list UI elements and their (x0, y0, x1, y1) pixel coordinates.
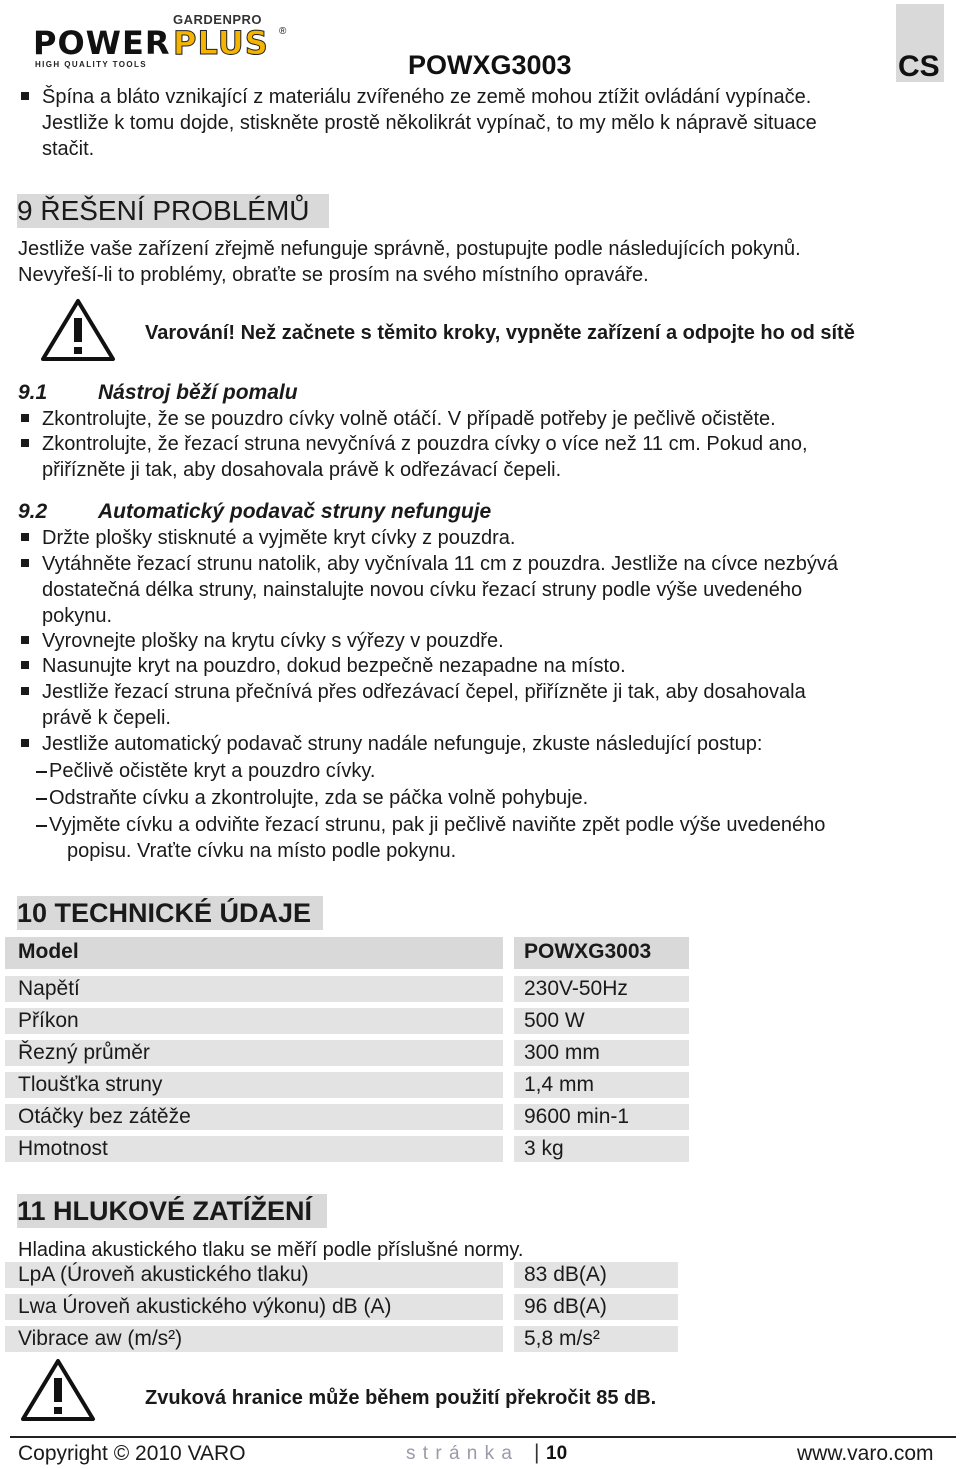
subsection-9-2-bullet-5-line-1: Jestliže řezací struna přečnívá přes odřezávací čepel, přiřízněte ji tak, aby dosahovala (42, 681, 806, 703)
footer-rule (10, 1436, 956, 1438)
tech-row-3-label: Řezný průměr (18, 1041, 150, 1064)
language-badge (896, 4, 944, 82)
tech-row-4-value: 1,4 mm (524, 1073, 595, 1096)
subsection-9-1-bullet-2-line-2: přiřízněte ji tak, aby dosahovala právě k odřezávací čepeli. (42, 459, 562, 481)
tech-row-2-label-bg (5, 1008, 503, 1034)
subsection-9-2-bullet-5 (42, 679, 806, 731)
section-11-intro: Hladina akustického tlaku se měří podle příslušné normy. (18, 1239, 524, 1261)
footer-page-number: 10 (546, 1443, 568, 1464)
subsection-9-2-dash-2: Odstraňte cívku a zkontrolujte, zda se páčka volně pohybuje. (49, 787, 589, 809)
subsection-9-1-bullet-2 (42, 431, 808, 483)
tech-row-1-value: 230V-50Hz (524, 977, 628, 1000)
tech-row-2-value: 500 W (524, 1009, 585, 1032)
subsection-9-1-number: 9.1 (18, 381, 48, 404)
subsection-9-2-bullet-6: Jestliže automatický podavač struny nadále nefunguje, zkuste následující postup: (42, 733, 763, 755)
section-9-intro-1: Jestliže vaše zařízení zřejmě nefunguje správně, postupujte podle následujících pokynů. (18, 238, 801, 260)
intro-line-2: Jestliže k tomu dojde, stiskněte prostě několikrát vypínač, to my mělo k nápravě situace (42, 112, 817, 134)
noise-row-2-label: Vibrace aw (m/s²) (18, 1327, 183, 1350)
tech-row-6-value: 3 kg (524, 1137, 564, 1160)
section-9-intro-2: Nevyřeší-li to problémy, obraťte se prosím na svého místního opraváře. (18, 264, 649, 286)
footer-copyright: Copyright © 2010 VARO (18, 1442, 246, 1465)
subsection-9-2-bullet-2-line-1: Vytáhněte řezací strunu natolik, aby vyčnívala 11 cm z pouzdra. Jestliže na cívce nezbývá (42, 553, 838, 575)
subsection-9-2-dash-3 (49, 812, 825, 838)
tech-row-5-value: 9600 min-1 (524, 1105, 630, 1128)
brand-small-text: GARDENPRO (173, 12, 263, 27)
subsection-9-2-bullet-2-line-3: pokynu. (42, 605, 113, 627)
tech-row-6-label: Hmotnost (18, 1137, 108, 1160)
noise-row-1-value: 96 dB(A) (524, 1295, 607, 1318)
tech-row-4-label: Tloušťka struny (18, 1073, 163, 1096)
subsection-9-2-dash-3-line-2: popisu. Vraťte cívku na místo podle pokynu. (67, 840, 457, 862)
warning-triangle-icon (40, 298, 116, 362)
section-9-warning: Varování! Než začnete s těmito kroky, vypněte zařízení a odpojte ho od sítě (145, 322, 855, 344)
section-9-heading: 9 ŘEŠENÍ PROBLÉMŮ (17, 194, 329, 228)
warning-triangle-icon (20, 1358, 96, 1422)
section-11-heading: 11 HLUKOVÉ ZATÍŽENÍ (17, 1194, 327, 1228)
subsection-9-2-title: Automatický podavač struny nefunguje (98, 500, 492, 523)
tech-row-5-label: Otáčky bez zátěže (18, 1105, 191, 1128)
tech-row-model-label-bg (5, 937, 503, 969)
subsection-9-2-bullet-2 (42, 551, 838, 629)
intro-line-1: Špína a bláto vznikající z materiálu zvířeného ze země mohou ztížit ovládání vypínače. (42, 86, 812, 108)
header-model: POWXG3003 (408, 50, 572, 80)
subsection-9-2-bullet-3: Vyrovnejte plošky na krytu cívky s výřezy v pouzdře. (42, 630, 504, 652)
subsection-9-2-dash-1: Pečlivě očistěte kryt a pouzdro cívky. (49, 760, 376, 782)
subsection-9-2-number: 9.2 (18, 500, 48, 523)
subsection-9-2-bullet-1: Držte plošky stisknuté a vyjměte kryt cívky z pouzdra. (42, 527, 516, 549)
intro-bullet (42, 84, 817, 162)
subsection-9-2-dash-3-line-1: Vyjměte cívku a odviňte řezací strunu, pak ji pečlivě naviňte zpět podle výše uvedeného (49, 814, 826, 836)
section-10-heading: 10 TECHNICKÉ ÚDAJE (17, 896, 323, 930)
subsection-9-2-bullet-5-line-2: právě k čepeli. (42, 707, 171, 729)
tech-row-2-label: Příkon (18, 1009, 79, 1032)
section-11-warning: Zvuková hranice může během použití překročit 85 dB. (145, 1387, 657, 1409)
tech-row-model-value: POWXG3003 (524, 940, 652, 963)
language-code: CS (898, 50, 940, 83)
subsection-9-1-bullet-2-line-1: Zkontrolujte, že řezací struna nevyčnívá z pouzdra cívky o více než 11 cm. Pokud ano, (42, 433, 808, 455)
brand-plus-text: PLUS (173, 24, 269, 62)
tech-row-1-label: Napětí (18, 977, 80, 1000)
noise-row-2-value: 5,8 m/s² (524, 1327, 600, 1350)
intro-line-3: stačit. (42, 138, 95, 160)
subsection-9-2-bullet-2-line-2: dostatečná délka struny, nainstalujte novou cívku řezací struny podle výše uvedeného (42, 579, 803, 601)
subsection-9-1-bullet-1: Zkontrolujte, že se pouzdro cívky volně otáčí. V případě potřeby je pečlivě očistěte. (42, 408, 776, 430)
footer-page-label: s t r á n k a (406, 1443, 513, 1464)
brand-logo (33, 12, 293, 68)
noise-row-1-label: Lwa Úroveň akustického výkonu) dB (A) (18, 1295, 392, 1318)
subsection-9-1-title: Nástroj běží pomalu (98, 381, 298, 404)
footer-page-separator: | (534, 1441, 540, 1464)
footer-url[interactable]: www.varo.com (797, 1442, 934, 1465)
tech-row-model-label: Model (18, 940, 79, 963)
tech-row-3-value: 300 mm (524, 1041, 600, 1064)
noise-row-0-label: LpA (Úroveň akustického tlaku) (18, 1263, 309, 1286)
noise-row-0-value: 83 dB(A) (524, 1263, 607, 1286)
subsection-9-2-bullet-4: Nasunujte kryt na pouzdro, dokud bezpečně nezapadne na místo. (42, 655, 626, 677)
brand-power-text: POWER (33, 24, 171, 62)
brand-tagline: HIGH QUALITY TOOLS (35, 60, 148, 69)
brand-registered-mark: ® (279, 26, 287, 37)
